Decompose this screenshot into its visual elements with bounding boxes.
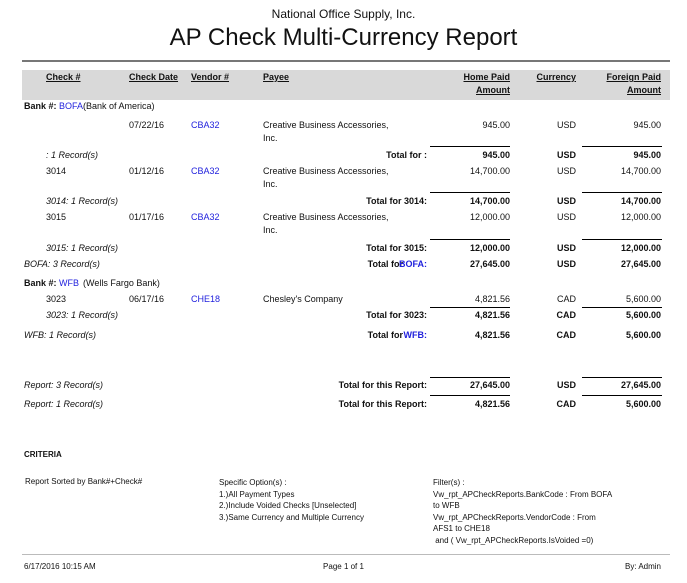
total-foreign-amount: 5,600.00 (625, 310, 661, 320)
total-rule-foreign (582, 146, 662, 147)
record-count: Report: 1 Record(s) (24, 399, 104, 409)
home-amount: 4,821.56 (474, 294, 510, 304)
vendor-link[interactable]: CBA32 (191, 212, 220, 222)
total-label: Total for 3014: (366, 196, 427, 206)
home-amount: 14,700.00 (469, 166, 510, 176)
check-number: 3023 (46, 294, 67, 304)
record-count: : 1 Record(s) (46, 150, 99, 160)
check-date: 01/17/16 (129, 212, 165, 222)
home-amount: 12,000.00 (469, 212, 510, 222)
vendor-link[interactable]: CBA32 (191, 120, 220, 130)
total-label: Total for 3015: (366, 243, 427, 253)
total-rule-home (430, 307, 510, 308)
total-label: Total for : (386, 150, 427, 160)
total-home-amount: 945.00 (482, 150, 510, 160)
total-home-amount: 27,645.00 (469, 259, 510, 269)
total-rule-foreign (582, 192, 662, 193)
total-rule-foreign (582, 239, 662, 240)
total-label: Total for (367, 259, 403, 269)
record-count: WFB: 1 Record(s) (24, 330, 97, 340)
bank-label: Bank #: (24, 101, 57, 111)
total-foreign-amount: 27,645.00 (620, 380, 661, 390)
foreign-amount: 5,600.00 (625, 294, 661, 304)
record-count: BOFA: 3 Record(s) (24, 259, 100, 269)
col-check: Check # (46, 72, 81, 82)
options-line: 1.)All Payment Types (219, 489, 295, 499)
col-foreign-line1: Foreign Paid (606, 72, 661, 82)
total-foreign-amount: 14,700.00 (620, 196, 661, 206)
filters-line: and ( Vw_rpt_APCheckReports.IsVoided =0) (433, 535, 594, 545)
total-currency: USD (556, 243, 576, 253)
total-rule-foreign (582, 377, 662, 378)
total-rule-home (430, 395, 510, 396)
vendor-link[interactable]: CHE18 (191, 294, 221, 304)
payee-line1: Creative Business Accessories, (263, 120, 389, 130)
vendor-link[interactable]: CBA32 (191, 166, 220, 176)
record-count: 3023: 1 Record(s) (46, 310, 119, 320)
foreign-amount: 12,000.00 (620, 212, 661, 222)
total-label: Total for 3023: (366, 310, 427, 320)
total-rule-foreign (582, 307, 662, 308)
total-rule-home (430, 377, 510, 378)
total-currency: CAD (556, 310, 576, 320)
total-rule-foreign (582, 395, 662, 396)
home-amount: 945.00 (482, 120, 510, 130)
currency: CAD (556, 294, 576, 304)
col-date: Check Date (129, 72, 179, 82)
total-home-amount: 4,821.56 (474, 399, 510, 409)
record-count: 3014: 1 Record(s) (46, 196, 119, 206)
col-payee: Payee (263, 72, 290, 82)
criteria-heading: CRITERIA (24, 450, 62, 459)
bank-code-link[interactable]: BOFA (59, 101, 84, 111)
filters-line: AFS1 to CHE18 (433, 524, 490, 533)
record-count: Report: 3 Record(s) (24, 380, 104, 390)
footer-datetime: 6/17/2016 10:15 AM (24, 562, 96, 571)
total-bank-link[interactable]: BOFA: (399, 259, 427, 269)
filters-line: to WFB (433, 501, 460, 510)
currency: USD (556, 166, 576, 176)
total-currency: USD (556, 259, 576, 269)
check-date: 06/17/16 (129, 294, 165, 304)
total-home-amount: 4,821.56 (474, 310, 510, 320)
filters-line: Filter(s) : (433, 478, 465, 487)
criteria-filters (433, 477, 612, 546)
footer-divider (22, 554, 670, 555)
footer-page: Page 1 of 1 (323, 562, 364, 571)
total-rule-home (430, 239, 510, 240)
options-line: 2.)Include Voided Checks [Unselected] (219, 501, 357, 510)
bank-name: (Bank of America) (83, 101, 155, 111)
total-currency: CAD (556, 399, 576, 409)
total-foreign-amount: 27,645.00 (620, 259, 661, 269)
footer-user: By: Admin (624, 562, 661, 571)
bank-label: Bank #: (24, 278, 57, 288)
total-currency: USD (556, 380, 576, 390)
total-currency: USD (556, 196, 576, 206)
total-currency: CAD (556, 330, 576, 340)
total-foreign-amount: 12,000.00 (620, 243, 661, 253)
col-foreign (606, 71, 661, 97)
payee-line2: Inc. (263, 133, 278, 143)
total-bank-link[interactable]: WFB: (403, 330, 427, 340)
foreign-amount: 945.00 (633, 120, 661, 130)
total-currency: USD (556, 150, 576, 160)
options-line: Specific Option(s) : (219, 478, 287, 487)
total-label: Total for this Report: (338, 399, 427, 409)
total-home-amount: 14,700.00 (469, 196, 510, 206)
title-divider (22, 60, 670, 62)
total-home-amount: 27,645.00 (469, 380, 510, 390)
bank-name: (Wells Fargo Bank) (83, 278, 160, 288)
total-foreign-amount: 5,600.00 (625, 399, 661, 409)
total-foreign-amount: 5,600.00 (625, 330, 661, 340)
check-number: 3015 (46, 212, 67, 222)
currency: USD (556, 212, 576, 222)
payee-line2: Inc. (263, 179, 278, 189)
total-home-amount: 12,000.00 (469, 243, 510, 253)
payee-line2: Inc. (263, 225, 278, 235)
col-home-line2: Amount (476, 85, 510, 95)
filters-line: Vw_rpt_APCheckReports.VendorCode : From (433, 512, 596, 522)
total-label: Total for (367, 330, 403, 340)
col-vendor: Vendor # (191, 72, 230, 82)
report-title: AP Check Multi-Currency Report (169, 24, 518, 51)
col-home (463, 71, 510, 97)
check-number: 3014 (46, 166, 67, 176)
options-line: 3.)Same Currency and Multiple Currency (219, 512, 364, 522)
check-date: 07/22/16 (129, 120, 165, 130)
currency: USD (556, 120, 576, 130)
payee-line1: Creative Business Accessories, (263, 166, 389, 176)
company-name: National Office Supply, Inc. (271, 7, 416, 21)
bank-code-link[interactable]: WFB (59, 278, 79, 288)
criteria-options (219, 477, 364, 523)
col-currency: Currency (536, 72, 576, 82)
criteria-sorted: Report Sorted by Bank#+Check# (25, 477, 143, 486)
total-rule-home (430, 192, 510, 193)
total-label: Total for this Report: (338, 380, 427, 390)
payee-line1: Creative Business Accessories, (263, 212, 389, 222)
filters-line: Vw_rpt_APCheckReports.BankCode : From BOFA (433, 489, 613, 499)
total-home-amount: 4,821.56 (474, 330, 510, 340)
check-date: 01/12/16 (129, 166, 165, 176)
col-foreign-line2: Amount (627, 85, 661, 95)
payee-line1: Chesley's Company (263, 294, 343, 304)
col-home-line1: Home Paid (463, 72, 510, 82)
record-count: 3015: 1 Record(s) (46, 243, 119, 253)
total-foreign-amount: 945.00 (633, 150, 661, 160)
foreign-amount: 14,700.00 (620, 166, 661, 176)
total-rule-home (430, 146, 510, 147)
